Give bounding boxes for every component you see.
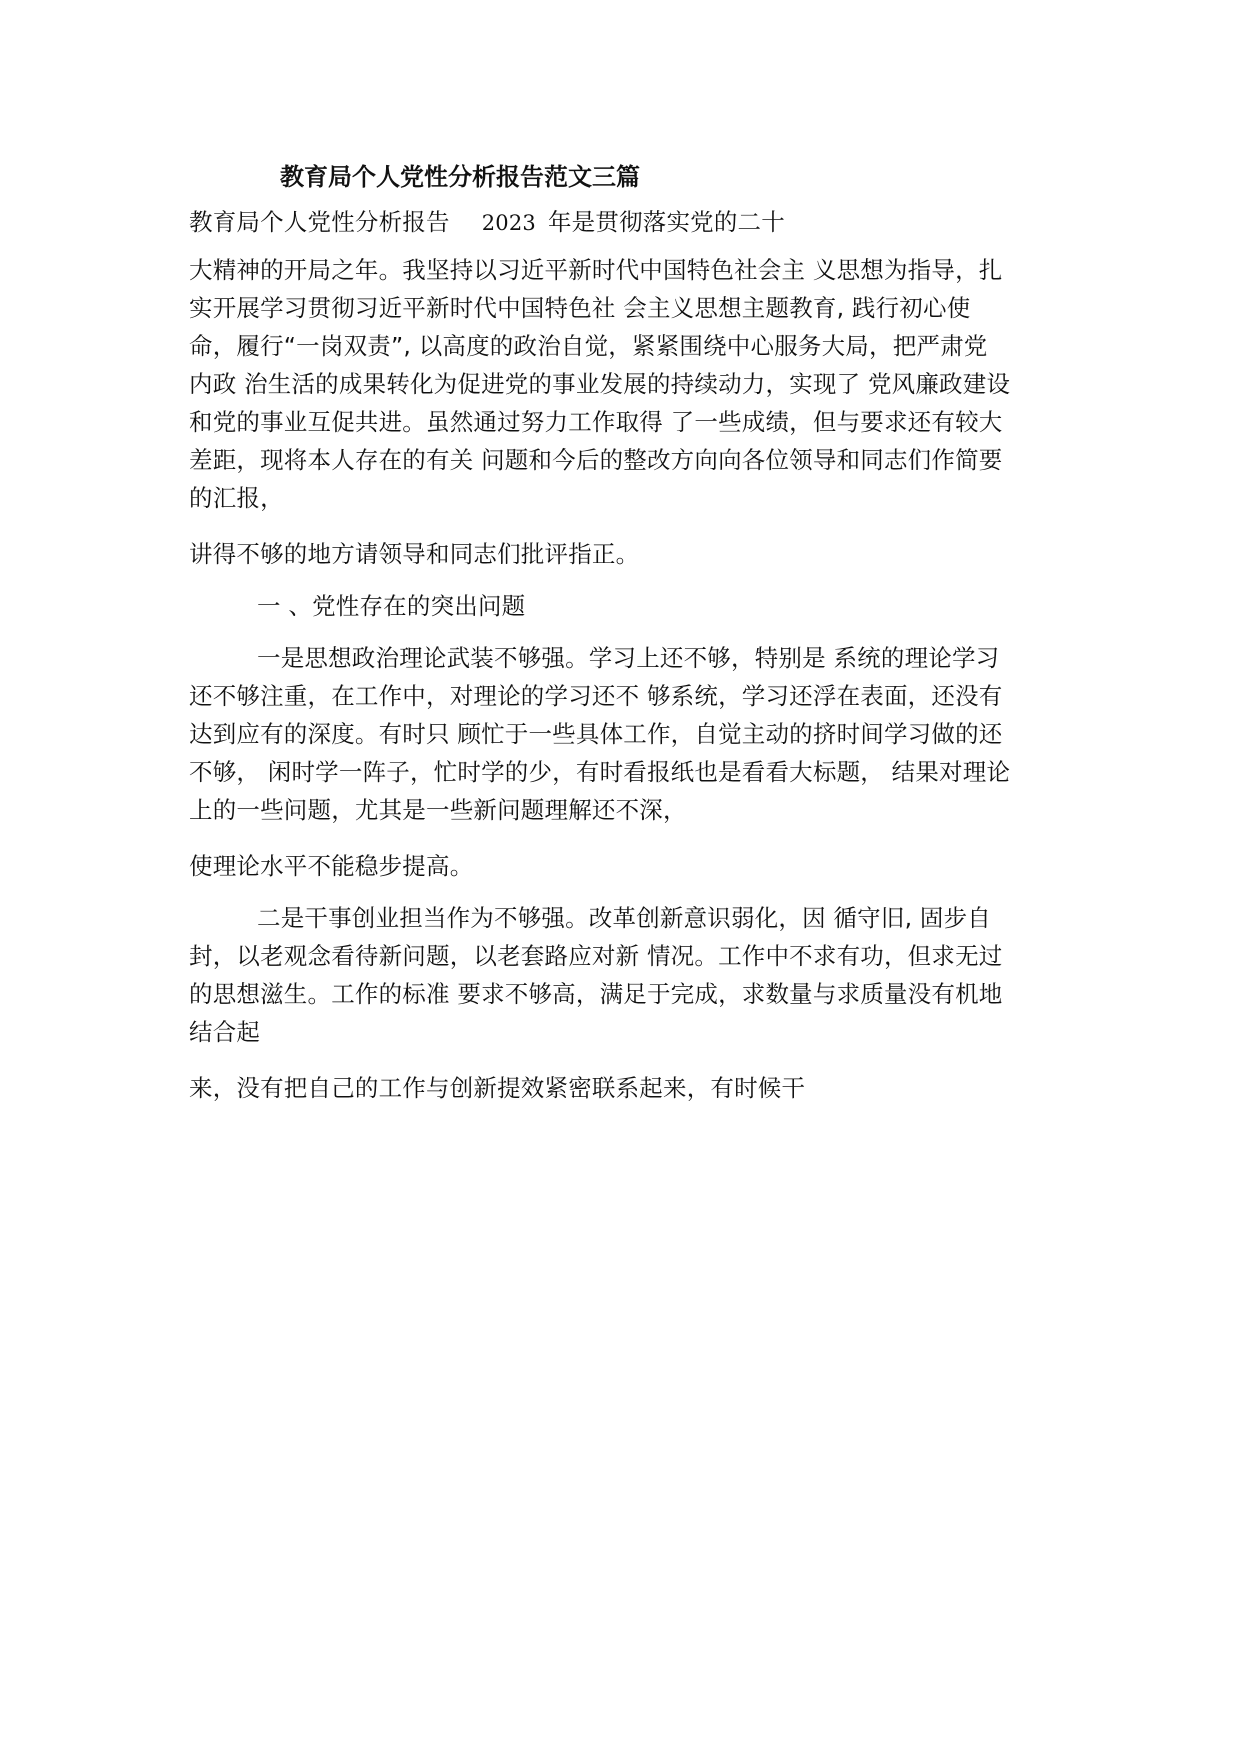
paragraph-line: 不够， 闲时学一阵子，忙时学的少，有时看报纸也是看看大标题， 结果对理论 [189, 758, 1011, 786]
paragraph-line: 一是思想政治理论武装不够强。学习上还不够，特别是 系统的理论学习 [257, 644, 1000, 672]
paragraph-line: 封，以老观念看待新问题，以老套路应对新 情况。工作中不求有功，但求无过 [189, 942, 1003, 970]
intro-year: 2023 [481, 211, 536, 235]
paragraph-line: 上的一些问题，尤其是一些新问题理解还不深， [189, 796, 687, 824]
intro-suffix: 年是贯彻落实党的二十 [547, 208, 785, 236]
paragraph-line: 使理论水平不能稳步提高。 [189, 852, 474, 880]
intro-prefix: 教育局个人党性分析报告 [189, 208, 450, 236]
paragraph-line: 大精神的开局之年。我坚持以习近平新时代中国特色社会主 义思想为指导，扎 [189, 256, 1003, 284]
paragraph-line: 的思想滋生。工作的标准 要求不够高，满足于完成，求数量与求质量没有机地 [189, 980, 1003, 1008]
paragraph-line: 达到应有的深度。有时只 顾忙于一些具体工作，自觉主动的挤时间学习做的还 [189, 720, 1003, 748]
paragraph-line: 结合起 [189, 1018, 261, 1046]
section-heading: 一 、党性存在的突出问题 [257, 592, 526, 620]
paragraph-line: 命，履行“一岗双责”, 以高度的政治自觉，紧紧围绕中心服务大局，把严肃党 [189, 332, 988, 360]
paragraph-line: 实开展学习贯彻习近平新时代中国特色社 会主义思想主题教育, 践行初心使 [189, 294, 971, 322]
paragraph-line: 讲得不够的地方请领导和同志们批评指正。 [189, 540, 640, 568]
paragraph-line-intro [189, 207, 785, 238]
paragraph-line: 差距，现将本人存在的有关 问题和今后的整改方向向各位领导和同志们作简要 [189, 446, 1003, 474]
paragraph-line: 的汇报， [189, 484, 284, 512]
paragraph-line: 还不够注重，在工作中，对理论的学习还不 够系统，学习还浮在表面，还没有 [189, 682, 1003, 710]
paragraph-line: 二是干事创业担当作为不够强。改革创新意识弱化，因 循守旧, 固步自 [257, 904, 992, 932]
paragraph-line: 和党的事业互促共进。虽然通过努力工作取得 了一些成绩，但与要求还有较大 [189, 408, 1003, 436]
paragraph-line: 内政 治生活的成果转化为促进党的事业发展的持续动力，实现了 党风廉政建设 [189, 370, 1011, 398]
document-title: 教育局个人党性分析报告范文三篇 [280, 163, 640, 191]
paragraph-line: 来，没有把自己的工作与创新提效紧密联系起来，有时候干 [189, 1074, 806, 1102]
